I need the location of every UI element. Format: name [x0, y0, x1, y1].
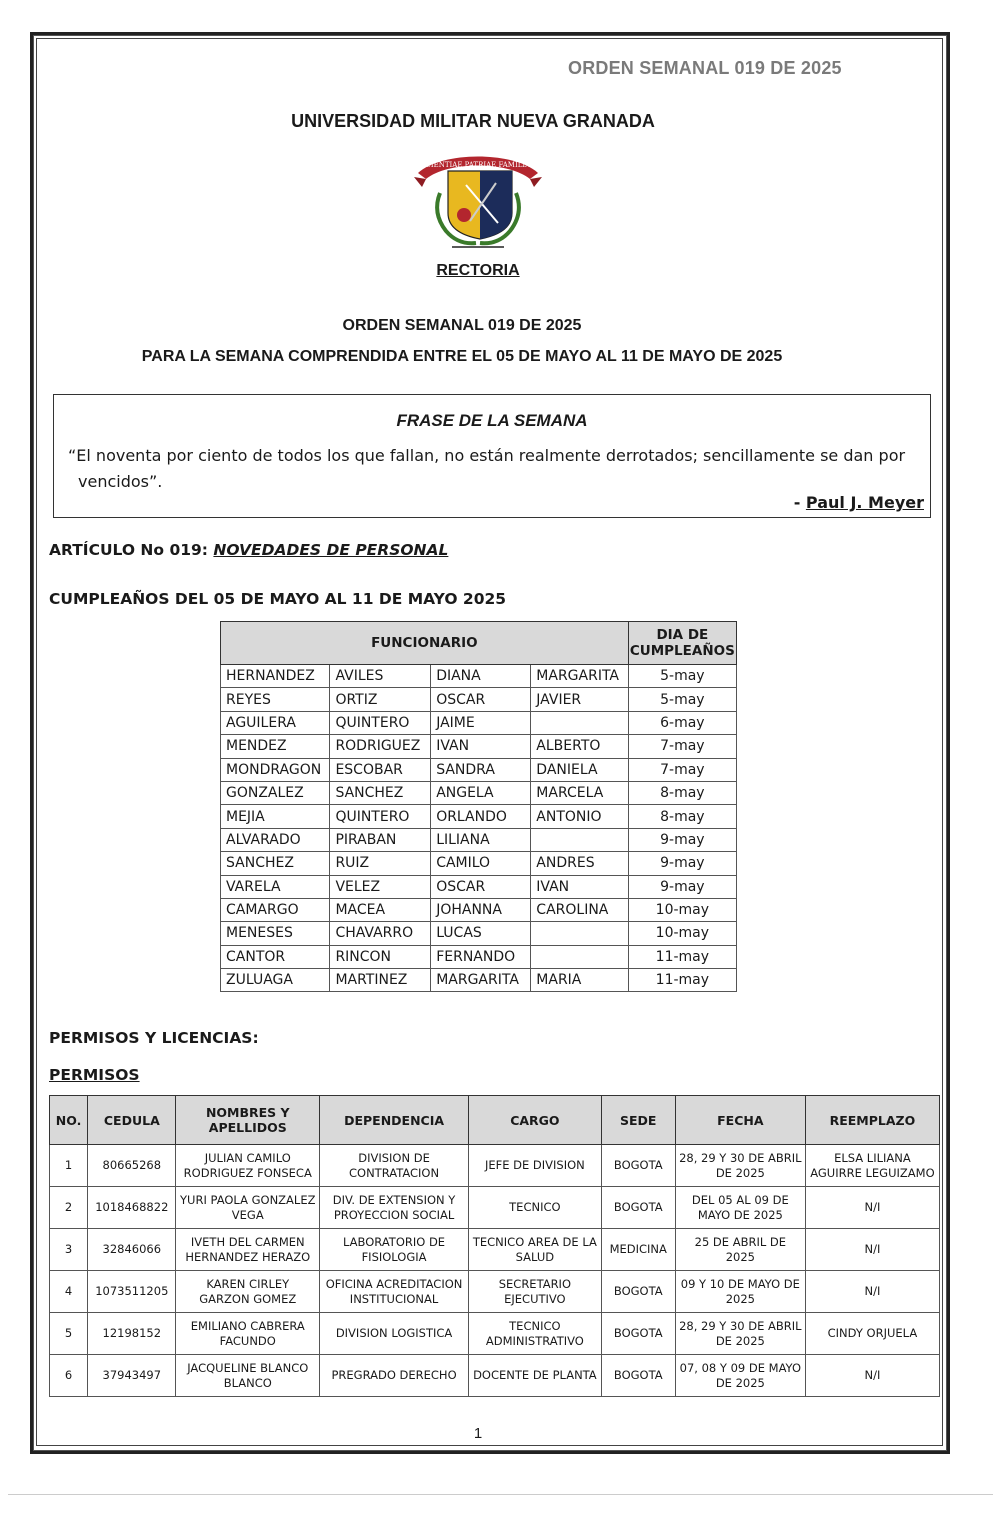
permit-row	[50, 1355, 940, 1397]
birthday-row	[221, 711, 737, 734]
permit-cell: LABORATORIO DE FISIOLOGIA	[320, 1229, 469, 1271]
birthday-day: 7-may	[628, 735, 736, 758]
col-birthday: DIA DE CUMPLEAÑOS	[628, 622, 736, 665]
birthday-name-part: AVILES	[330, 665, 431, 688]
birthday-name-part: JAIME	[431, 711, 531, 734]
birthday-name-part: SANDRA	[431, 758, 531, 781]
permit-cell: SECRETARIO EJECUTIVO	[469, 1271, 602, 1313]
permit-cell: BOGOTA	[601, 1187, 675, 1229]
birthdays-table	[220, 621, 737, 992]
quote-line-1: “El noventa por ciento de todos los que fallan, no están realmente derrotados; sencillamente se dan por	[68, 446, 906, 465]
birthday-day: 9-may	[628, 852, 736, 875]
permit-cell: CINDY ORJUELA	[805, 1313, 939, 1355]
permits-subheading: PERMISOS	[49, 1066, 140, 1084]
permit-cell: IVETH DEL CARMEN HERNANDEZ HERAZO	[176, 1229, 320, 1271]
page-number: 1	[473, 1425, 483, 1442]
birthday-name-part: HERNANDEZ	[221, 665, 330, 688]
birthday-row	[221, 781, 737, 804]
birthday-day: 10-may	[628, 898, 736, 921]
birthday-name-part: LILIANA	[431, 828, 531, 851]
birthday-name-part: MARIA	[531, 969, 628, 992]
col-official: FUNCIONARIO	[221, 622, 629, 665]
birthday-name-part: VELEZ	[330, 875, 431, 898]
birthday-name-part: MARGARITA	[431, 969, 531, 992]
office-title: RECTORIA	[436, 262, 520, 279]
birthday-name-part: ANGELA	[431, 781, 531, 804]
birthday-name-part: IVAN	[431, 735, 531, 758]
birthday-name-part: VARELA	[221, 875, 330, 898]
birthday-name-part: ORTIZ	[330, 688, 431, 711]
birthday-name-part: DANIELA	[531, 758, 628, 781]
birthday-name-part: PIRABAN	[330, 828, 431, 851]
permit-cell: BOGOTA	[601, 1313, 675, 1355]
birthday-name-part: CAMARGO	[221, 898, 330, 921]
birthday-day: 8-may	[628, 805, 736, 828]
quote-author	[794, 493, 924, 512]
permit-cell: 37943497	[88, 1355, 176, 1397]
permit-cell: TECNICO	[469, 1187, 602, 1229]
permit-cell: BOGOTA	[601, 1145, 675, 1187]
birthday-name-part: MONDRAGON	[221, 758, 330, 781]
birthday-name-part: FERNANDO	[431, 945, 531, 968]
birthday-day: 8-may	[628, 781, 736, 804]
birthday-row	[221, 805, 737, 828]
birthday-name-part: CANTOR	[221, 945, 330, 968]
permit-row	[50, 1271, 940, 1313]
article-label: ARTÍCULO No 019:	[49, 541, 214, 559]
permits-col-header: SEDE	[601, 1096, 675, 1145]
birthday-name-part: CAROLINA	[531, 898, 628, 921]
permit-cell: EMILIANO CABRERA FACUNDO	[176, 1313, 320, 1355]
birthday-name-part: QUINTERO	[330, 711, 431, 734]
article-heading	[49, 541, 448, 559]
permit-cell: 07, 08 Y 09 DE MAYO DE 2025	[675, 1355, 805, 1397]
permit-cell: DIV. DE EXTENSION Y PROYECCION SOCIAL	[320, 1187, 469, 1229]
birthday-row	[221, 898, 737, 921]
birthday-name-part: SANCHEZ	[221, 852, 330, 875]
birthdays-heading: CUMPLEAÑOS DEL 05 DE MAYO AL 11 DE MAYO 2025	[49, 590, 507, 608]
birthday-name-part: CAMILO	[431, 852, 531, 875]
permit-cell: 25 DE ABRIL DE 2025	[675, 1229, 805, 1271]
birthday-day: 5-may	[628, 665, 736, 688]
permit-cell: OFICINA ACREDITACION INSTITUCIONAL	[320, 1271, 469, 1313]
birthday-day: 7-may	[628, 758, 736, 781]
permit-cell: 4	[50, 1271, 88, 1313]
permit-cell: ELSA LILIANA AGUIRRE LEGUIZAMO	[805, 1145, 939, 1187]
permits-col-header: DEPENDENCIA	[320, 1096, 469, 1145]
permit-cell: 1073511205	[88, 1271, 176, 1313]
birthday-day: 11-may	[628, 969, 736, 992]
birthday-name-part	[531, 828, 628, 851]
birthday-name-part: IVAN	[531, 875, 628, 898]
permit-cell: DIVISION DE CONTRATACION	[320, 1145, 469, 1187]
birthday-day: 6-may	[628, 711, 736, 734]
permit-cell: JULIAN CAMILO RODRIGUEZ FONSECA	[176, 1145, 320, 1187]
birthday-name-part: OSCAR	[431, 875, 531, 898]
birthday-row	[221, 735, 737, 758]
article-title: NOVEDADES DE PERSONAL	[213, 541, 449, 559]
birthday-name-part: REYES	[221, 688, 330, 711]
birthday-name-part: ALBERTO	[531, 735, 628, 758]
birthday-name-part: JOHANNA	[431, 898, 531, 921]
university-name: UNIVERSIDAD MILITAR NUEVA GRANADA	[291, 111, 655, 131]
permit-cell: 1018468822	[88, 1187, 176, 1229]
permit-cell: DOCENTE DE PLANTA	[469, 1355, 602, 1397]
scan-edge-line	[8, 1494, 993, 1495]
permits-table	[49, 1095, 940, 1397]
permit-cell: YURI PAOLA GONZALEZ VEGA	[176, 1187, 320, 1229]
birthday-name-part: MARCELA	[531, 781, 628, 804]
order-header-label: ORDEN SEMANAL 019 DE 2025	[568, 58, 842, 78]
permits-col-header: NOMBRES Y APELLIDOS	[176, 1096, 320, 1145]
birthday-name-part: MENESES	[221, 922, 330, 945]
birthday-row	[221, 969, 737, 992]
birthday-row	[221, 852, 737, 875]
permit-cell: DIVISION LOGISTICA	[320, 1313, 469, 1355]
permit-row	[50, 1187, 940, 1229]
birthday-name-part: RODRIGUEZ	[330, 735, 431, 758]
permit-cell: 09 Y 10 DE MAYO DE 2025	[675, 1271, 805, 1313]
birthday-day: 10-may	[628, 922, 736, 945]
birthday-name-part: MACEA	[330, 898, 431, 921]
birthday-name-part: ANDRES	[531, 852, 628, 875]
permit-cell: N/I	[805, 1187, 939, 1229]
birthday-name-part: AGUILERA	[221, 711, 330, 734]
birthday-name-part: GONZALEZ	[221, 781, 330, 804]
permit-cell: 3	[50, 1229, 88, 1271]
permit-cell: KAREN CIRLEY GARZON GOMEZ	[176, 1271, 320, 1313]
birthday-name-part: JAVIER	[531, 688, 628, 711]
birthday-name-part: ZULUAGA	[221, 969, 330, 992]
order-title: ORDEN SEMANAL 019 DE 2025	[342, 317, 582, 334]
permit-cell: TECNICO AREA DE LA SALUD	[469, 1229, 602, 1271]
permit-cell: DEL 05 AL 09 DE MAYO DE 2025	[675, 1187, 805, 1229]
quote-box	[53, 394, 931, 518]
university-crest-logo	[412, 143, 544, 255]
permit-cell: 28, 29 Y 30 DE ABRIL DE 2025	[675, 1313, 805, 1355]
birthday-row	[221, 945, 737, 968]
permit-cell: 5	[50, 1313, 88, 1355]
permit-cell: N/I	[805, 1355, 939, 1397]
permits-col-header: REEMPLAZO	[805, 1096, 939, 1145]
quote-line-2: vencidos”.	[78, 472, 163, 491]
permit-cell: 12198152	[88, 1313, 176, 1355]
permit-cell: 1	[50, 1145, 88, 1187]
birthday-name-part: ESCOBAR	[330, 758, 431, 781]
permit-cell: 32846066	[88, 1229, 176, 1271]
birthday-name-part: RINCON	[330, 945, 431, 968]
birthday-name-part: SANCHEZ	[330, 781, 431, 804]
birthday-name-part: MENDEZ	[221, 735, 330, 758]
permit-cell: JEFE DE DIVISION	[469, 1145, 602, 1187]
permit-cell: MEDICINA	[601, 1229, 675, 1271]
permit-cell: 6	[50, 1355, 88, 1397]
permits-col-header: FECHA	[675, 1096, 805, 1145]
permit-cell: 2	[50, 1187, 88, 1229]
quote-text	[68, 443, 918, 495]
permit-cell: JACQUELINE BLANCO BLANCO	[176, 1355, 320, 1397]
permits-col-header: NO.	[50, 1096, 88, 1145]
permit-cell: BOGOTA	[601, 1271, 675, 1313]
quote-author-dash: -	[793, 493, 806, 512]
birthday-name-part: QUINTERO	[330, 805, 431, 828]
week-range: PARA LA SEMANA COMPRENDIDA ENTRE EL 05 DE MAYO AL 11 DE MAYO DE 2025	[141, 348, 783, 365]
birthday-name-part: MARTINEZ	[330, 969, 431, 992]
birthday-name-part: ALVARADO	[221, 828, 330, 851]
birthday-day: 11-may	[628, 945, 736, 968]
quote-title: FRASE DE LA SEMANA	[396, 411, 588, 430]
birthday-row	[221, 665, 737, 688]
permits-col-header: CARGO	[469, 1096, 602, 1145]
birthday-name-part: CHAVARRO	[330, 922, 431, 945]
birthday-day: 9-may	[628, 875, 736, 898]
birthday-row	[221, 922, 737, 945]
quote-author-name: Paul J. Meyer	[805, 493, 924, 512]
birthday-name-part: DIANA	[431, 665, 531, 688]
permit-cell: N/I	[805, 1229, 939, 1271]
permit-cell: 80665268	[88, 1145, 176, 1187]
permits-col-header: CEDULA	[88, 1096, 176, 1145]
permit-cell: TECNICO ADMINISTRATIVO	[469, 1313, 602, 1355]
birthday-name-part: MARGARITA	[531, 665, 628, 688]
birthday-day: 5-may	[628, 688, 736, 711]
birthday-name-part: LUCAS	[431, 922, 531, 945]
permit-row	[50, 1313, 940, 1355]
permits-heading: PERMISOS Y LICENCIAS:	[49, 1029, 259, 1047]
permit-cell: BOGOTA	[601, 1355, 675, 1397]
birthday-name-part	[531, 922, 628, 945]
birthday-name-part: OSCAR	[431, 688, 531, 711]
permit-cell: PREGRADO DERECHO	[320, 1355, 469, 1397]
birthday-name-part: RUIZ	[330, 852, 431, 875]
crest-motto: SCIENTIAE PATRIAE FAMILIAE	[420, 161, 536, 169]
birthday-name-part: ANTONIO	[531, 805, 628, 828]
birthday-row	[221, 875, 737, 898]
permit-row	[50, 1145, 940, 1187]
birthday-name-part	[531, 945, 628, 968]
birthday-name-part	[531, 711, 628, 734]
permit-cell: N/I	[805, 1271, 939, 1313]
permit-cell: 28, 29 Y 30 DE ABRIL DE 2025	[675, 1145, 805, 1187]
permit-row	[50, 1229, 940, 1271]
birthday-name-part: ORLANDO	[431, 805, 531, 828]
birthday-row	[221, 828, 737, 851]
birthday-row	[221, 688, 737, 711]
birthday-name-part: MEJIA	[221, 805, 330, 828]
birthday-row	[221, 758, 737, 781]
birthday-day: 9-may	[628, 828, 736, 851]
